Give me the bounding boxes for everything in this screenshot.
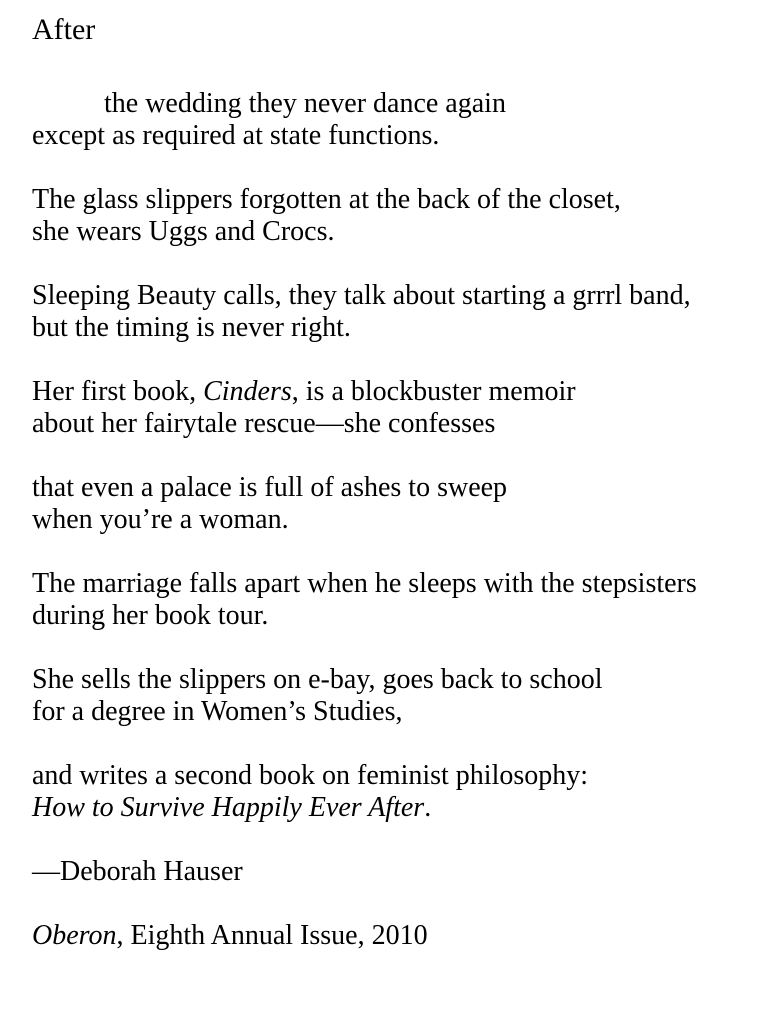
poem-line [32,472,738,504]
text-segment: , is a blockbuster memoir [291,376,576,407]
poem-line [32,600,738,632]
text-segment: that even a palace is full of ashes to sweep [32,472,508,503]
poem-line [32,88,738,120]
poem-attribution: —Deborah Hauser [32,856,243,887]
poem-stanza [32,376,738,440]
text-segment: she wears Uggs and Crocs. [32,216,335,247]
text-segment: the wedding they never dance again [104,88,506,119]
text-segment: and writes a second book on feminist philosophy: [32,760,589,791]
italic-text-segment: Oberon [32,920,117,951]
italic-text-segment: Cinders [203,376,292,407]
poem-stanza [32,472,738,536]
text-segment: Her first book, [32,376,204,407]
poem-stanza [32,664,738,728]
poem-title: After [32,13,96,46]
poem-line [32,376,738,408]
publication-line [32,920,738,952]
poem-stanza [32,760,738,824]
poem-stanza [32,88,738,152]
text-segment: The glass slippers forgotten at the back of the closet, [32,184,621,215]
poem-line [32,312,738,344]
text-segment: except as required at state functions. [32,120,440,151]
poem-body [32,88,738,824]
text-segment: for a degree in Women’s Studies, [32,696,403,727]
poem-line [32,408,738,440]
poem-stanza [32,184,738,248]
poem-line [32,664,738,696]
italic-text-segment: How to Survive Happily Ever After [32,792,425,823]
text-segment: during her book tour. [32,600,269,631]
text-segment: about her fairytale rescue—she confesses [32,408,496,439]
text-segment: . [424,792,432,823]
poem-line [32,792,738,824]
text-segment: Sleeping Beauty calls, they talk about starting a grrrl band, [32,280,691,311]
text-segment: but the timing is never right. [32,312,351,343]
poem-stanza [32,280,738,344]
text-segment: when you’re a woman. [32,504,289,535]
poem-line [32,216,738,248]
text-segment: The marriage falls apart when he sleeps with the stepsisters [32,568,697,599]
poem-line [32,696,738,728]
text-segment: She sells the slippers on e-bay, goes back to school [32,664,603,695]
poem-line [32,184,738,216]
text-segment: , Eighth Annual Issue, 2010 [116,920,428,951]
poem-line [32,504,738,536]
poem-stanza [32,568,738,632]
poem-line [32,280,738,312]
poem-line [32,568,738,600]
poem-line [32,120,738,152]
poem-line [32,760,738,792]
